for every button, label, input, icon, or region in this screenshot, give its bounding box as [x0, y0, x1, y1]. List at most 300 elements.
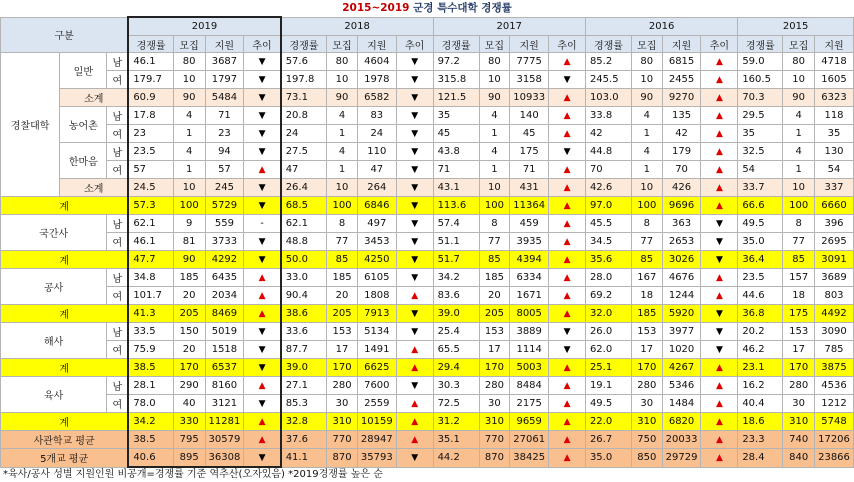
rate-cell: 57.3 [128, 197, 173, 215]
apply-cell: 175 [510, 143, 549, 161]
trend-cell [244, 89, 281, 107]
apply-cell: 431 [510, 179, 549, 197]
trend-up-icon: ▲ [411, 291, 419, 301]
trend-cell [396, 287, 433, 305]
quota-cell: 870 [479, 449, 510, 468]
rate-cell: 38.6 [281, 305, 327, 323]
rate-cell: 24.5 [128, 179, 173, 197]
header-col-apply: 지원 [205, 36, 244, 53]
rate-cell: 47.7 [128, 251, 173, 269]
quota-cell: 840 [783, 449, 815, 468]
trend-cell [549, 143, 586, 161]
trend-cell [244, 251, 281, 269]
rate-cell: 19.1 [585, 377, 631, 395]
rate-cell: 179.7 [128, 71, 173, 89]
group-label: 국간사 [1, 215, 107, 251]
trend-cell [396, 449, 433, 468]
gender-label: 여 [107, 125, 128, 143]
quota-cell: 310 [479, 413, 510, 431]
rate-cell: 18.6 [738, 413, 783, 431]
trend-cell [549, 89, 586, 107]
apply-cell: 9270 [662, 89, 701, 107]
quota-cell: 100 [783, 197, 815, 215]
trend-up-icon: ▲ [563, 399, 571, 409]
apply-cell: 2559 [357, 395, 396, 413]
apply-cell: 6582 [357, 89, 396, 107]
trend-cell [549, 323, 586, 341]
rate-cell: 41.3 [128, 305, 173, 323]
subtotal-label: 소계 [60, 89, 129, 107]
apply-cell: 179 [662, 143, 701, 161]
total-label: 계 [1, 197, 129, 215]
quota-cell: 90 [783, 89, 815, 107]
rate-cell: 68.5 [281, 197, 327, 215]
apply-cell: 110 [357, 143, 396, 161]
rate-cell: 85.3 [281, 395, 327, 413]
trend-cell [244, 53, 281, 71]
apply-cell: 1484 [662, 395, 701, 413]
rate-cell: 26.0 [585, 323, 631, 341]
trend-cell [549, 107, 586, 125]
trend-cell [701, 143, 738, 161]
apply-cell: 5920 [662, 305, 701, 323]
rate-cell: 245.5 [585, 71, 631, 89]
trend-down-icon: ▼ [563, 75, 571, 85]
apply-cell: 6660 [815, 197, 854, 215]
rate-cell: 51.7 [433, 251, 479, 269]
rate-cell: 83.6 [433, 287, 479, 305]
rate-cell: 28.0 [585, 269, 631, 287]
quota-cell: 77 [631, 233, 662, 251]
rate-cell: 35 [433, 107, 479, 125]
apply-cell: 1244 [662, 287, 701, 305]
apply-cell: 38425 [510, 449, 549, 468]
trend-cell [396, 53, 433, 71]
rate-cell: 39.0 [281, 359, 327, 377]
apply-cell: 7913 [357, 305, 396, 323]
quota-cell: 4 [631, 107, 662, 125]
apply-cell: 559 [205, 215, 244, 233]
trend-cell [549, 233, 586, 251]
table-row [1, 233, 854, 251]
apply-cell: 7600 [357, 377, 396, 395]
header-col-apply: 지원 [510, 36, 549, 53]
trend-cell [701, 377, 738, 395]
quota-cell: 30 [327, 395, 358, 413]
quota-cell: 4 [783, 107, 815, 125]
rate-cell: 47 [281, 161, 327, 179]
quota-cell: 10 [631, 71, 662, 89]
trend-cell [549, 125, 586, 143]
quota-cell: 185 [479, 269, 510, 287]
trend-cell [549, 251, 586, 269]
trend-up-icon: ▲ [715, 183, 723, 193]
rate-cell: 23.5 [738, 269, 783, 287]
rate-cell: 23.1 [738, 359, 783, 377]
quota-cell: 20 [173, 341, 205, 359]
trend-cell [396, 215, 433, 233]
trend-down-icon: ▼ [411, 165, 419, 175]
trend-cell [244, 233, 281, 251]
trend-down-icon: ▼ [258, 183, 266, 193]
trend-down-icon: ▼ [563, 147, 571, 157]
trend-cell [244, 305, 281, 323]
rate-cell: 101.7 [128, 287, 173, 305]
apply-cell: 70 [662, 161, 701, 179]
rate-cell: 38.5 [128, 359, 173, 377]
trend-up-icon: ▲ [258, 165, 266, 175]
trend-down-icon: ▼ [411, 129, 419, 139]
trend-cell [549, 341, 586, 359]
apply-cell: 54 [815, 161, 854, 179]
gye-row [1, 305, 854, 323]
trend-up-icon: ▲ [258, 273, 266, 283]
rate-cell: 34.2 [433, 269, 479, 287]
quota-cell: 20 [479, 287, 510, 305]
trend-up-icon: ▲ [411, 363, 419, 373]
gender-label: 남 [107, 215, 128, 233]
quota-cell: 18 [783, 287, 815, 305]
rate-cell: 54 [738, 161, 783, 179]
footnote: *육사/공사 성별 지원인원 비공개=경쟁률 기준 역추산(오자있음) *2019경쟁률 높은 순 [3, 469, 383, 480]
rate-cell: 46.2 [738, 341, 783, 359]
apply-cell: 8160 [205, 377, 244, 395]
rate-cell: 315.8 [433, 71, 479, 89]
trend-cell [396, 179, 433, 197]
table-row [1, 143, 854, 161]
header-year-2017: 2017 [433, 17, 585, 36]
header-year-2015: 2015 [738, 17, 854, 36]
apply-cell: 4718 [815, 53, 854, 71]
apply-cell: 28947 [357, 431, 396, 449]
trend-cell [244, 179, 281, 197]
header-row-years [1, 17, 854, 36]
quota-cell: 1 [631, 161, 662, 179]
apply-cell: 2695 [815, 233, 854, 251]
header-col-rate: 경쟁률 [128, 36, 173, 53]
rate-cell: 37.6 [281, 431, 327, 449]
apply-cell: 803 [815, 287, 854, 305]
quota-cell: 85 [327, 251, 358, 269]
apply-cell: 459 [510, 215, 549, 233]
trend-up-icon: ▲ [563, 219, 571, 229]
apply-cell: 36308 [205, 449, 244, 468]
quota-cell: 1 [783, 125, 815, 143]
apply-cell: 47 [357, 161, 396, 179]
rate-cell: 41.1 [281, 449, 327, 468]
rate-cell: 28.4 [738, 449, 783, 468]
rate-cell: 90.4 [281, 287, 327, 305]
quota-cell: 4 [327, 143, 358, 161]
gender-label: 남 [107, 107, 128, 125]
trend-down-icon: ▼ [411, 309, 419, 319]
rate-cell: 33.6 [281, 323, 327, 341]
gender-label: 여 [107, 71, 128, 89]
header-col-trend: 추이 [244, 36, 281, 53]
trend-cell [701, 161, 738, 179]
apply-cell: 71 [205, 107, 244, 125]
gender-label: 남 [107, 143, 128, 161]
quota-cell: 170 [783, 359, 815, 377]
quota-cell: 10 [783, 179, 815, 197]
quota-cell: 280 [479, 377, 510, 395]
rate-cell: 23 [128, 125, 173, 143]
apply-cell: 4267 [662, 359, 701, 377]
apply-cell: 363 [662, 215, 701, 233]
rate-cell: 49.5 [738, 215, 783, 233]
apply-cell: 3935 [510, 233, 549, 251]
trend-cell [549, 305, 586, 323]
gye-row [1, 251, 854, 269]
apply-cell: 1978 [357, 71, 396, 89]
header-year-2016: 2016 [585, 17, 737, 36]
rate-cell: 160.5 [738, 71, 783, 89]
gender-label: 여 [107, 395, 128, 413]
trend-cell [244, 377, 281, 395]
apply-cell: 29729 [662, 449, 701, 468]
trend-cell [244, 431, 281, 449]
quota-cell: 185 [631, 305, 662, 323]
trend-down-icon: ▼ [715, 219, 723, 229]
rate-cell: 33.8 [585, 107, 631, 125]
trend-up-icon: ▲ [715, 381, 723, 391]
apply-cell: 45 [510, 125, 549, 143]
quota-cell: 1 [327, 161, 358, 179]
apply-cell: 8484 [510, 377, 549, 395]
apply-cell: 6537 [205, 359, 244, 377]
gender-label: 여 [107, 287, 128, 305]
trend-up-icon: ▲ [715, 165, 723, 175]
rate-cell: 27.1 [281, 377, 327, 395]
table-row [1, 107, 854, 125]
trend-cell [396, 197, 433, 215]
rate-cell: 57.4 [433, 215, 479, 233]
rate-cell: 97.0 [585, 197, 631, 215]
trend-cell [701, 269, 738, 287]
apply-cell: 130 [815, 143, 854, 161]
rate-cell: 34.5 [585, 233, 631, 251]
quota-cell: 153 [479, 323, 510, 341]
quota-cell: 90 [631, 89, 662, 107]
rate-cell: 43.1 [433, 179, 479, 197]
trend-cell [549, 449, 586, 468]
trend-cell [701, 251, 738, 269]
rate-cell: 75.9 [128, 341, 173, 359]
sub-row [1, 89, 854, 107]
quota-cell: 30 [783, 395, 815, 413]
quota-cell: 153 [631, 323, 662, 341]
quota-cell: 80 [783, 53, 815, 71]
rate-cell: 35.0 [738, 233, 783, 251]
quota-cell: 870 [327, 449, 358, 468]
rate-cell: 62.0 [585, 341, 631, 359]
subgroup-label: 농어촌 [60, 107, 107, 143]
apply-cell: 3158 [510, 71, 549, 89]
apply-cell: 24 [357, 125, 396, 143]
trend-down-icon: ▼ [411, 327, 419, 337]
quota-cell: 4 [631, 143, 662, 161]
quota-cell: 8 [631, 215, 662, 233]
rate-cell: 38.5 [128, 431, 173, 449]
quota-cell: 310 [631, 413, 662, 431]
apply-cell: 6105 [357, 269, 396, 287]
trend-down-icon: ▼ [411, 147, 419, 157]
rate-cell: 60.9 [128, 89, 173, 107]
trend-down-icon: ▼ [258, 453, 266, 463]
rate-cell: 87.7 [281, 341, 327, 359]
apply-cell: 1671 [510, 287, 549, 305]
header-col-quota: 모집 [631, 36, 662, 53]
quota-cell: 185 [327, 269, 358, 287]
trend-up-icon: ▲ [563, 237, 571, 247]
quota-cell: 770 [327, 431, 358, 449]
avg-row [1, 431, 854, 449]
rate-cell: 22.0 [585, 413, 631, 431]
quota-cell: 1 [631, 125, 662, 143]
quota-cell: 17 [631, 341, 662, 359]
trend-up-icon: ▲ [411, 345, 419, 355]
quota-cell: 90 [173, 251, 205, 269]
quota-cell: 10 [479, 179, 510, 197]
apply-cell: 3687 [205, 53, 244, 71]
rate-cell: 33.5 [128, 323, 173, 341]
trend-cell [396, 431, 433, 449]
trend-down-icon: ▼ [411, 201, 419, 211]
quota-cell: 280 [327, 377, 358, 395]
trend-cell [396, 71, 433, 89]
header-col-trend: 추이 [549, 36, 586, 53]
apply-cell: 4536 [815, 377, 854, 395]
trend-cell [549, 395, 586, 413]
rate-cell: 42 [585, 125, 631, 143]
trend-cell [549, 413, 586, 431]
trend-up-icon: ▲ [715, 129, 723, 139]
header-col-rate: 경쟁률 [738, 36, 783, 53]
apply-cell: 3453 [357, 233, 396, 251]
quota-cell: 175 [783, 305, 815, 323]
rate-cell: 39.0 [433, 305, 479, 323]
header-col-quota: 모집 [173, 36, 205, 53]
apply-cell: 2034 [205, 287, 244, 305]
rate-cell: 69.2 [585, 287, 631, 305]
quota-cell: 77 [479, 233, 510, 251]
trend-cell [244, 413, 281, 431]
trend-down-icon: ▼ [563, 327, 571, 337]
quota-cell: 153 [783, 323, 815, 341]
trend-cell [701, 197, 738, 215]
trend-cell [244, 197, 281, 215]
header-col-rate: 경쟁률 [281, 36, 327, 53]
rate-cell: 72.5 [433, 395, 479, 413]
total-label: 계 [1, 413, 129, 431]
quota-cell: 310 [327, 413, 358, 431]
table-row [1, 71, 854, 89]
apply-cell: 4604 [357, 53, 396, 71]
apply-cell: 10159 [357, 413, 396, 431]
apply-cell: 83 [357, 107, 396, 125]
apply-cell: 17206 [815, 431, 854, 449]
rate-cell: 23.3 [738, 431, 783, 449]
quota-cell: 895 [173, 449, 205, 468]
group-label: 해사 [1, 323, 107, 359]
apply-cell: 1797 [205, 71, 244, 89]
quota-cell: 10 [173, 71, 205, 89]
trend-cell [701, 53, 738, 71]
quota-cell: 205 [479, 305, 510, 323]
header-col-quota: 모집 [783, 36, 815, 53]
apply-cell: 3026 [662, 251, 701, 269]
trend-cell [244, 107, 281, 125]
quota-cell: 850 [631, 449, 662, 468]
trend-down-icon: ▼ [411, 219, 419, 229]
header-category: 구분 [1, 17, 129, 53]
rate-cell: 26.7 [585, 431, 631, 449]
rate-cell: 44.8 [585, 143, 631, 161]
rate-cell: 34.2 [128, 413, 173, 431]
apply-cell: 426 [662, 179, 701, 197]
trend-up-icon: ▲ [715, 291, 723, 301]
title-text: 군경 특수대학 경쟁률 [413, 2, 512, 14]
subtotal-label: 소계 [60, 179, 129, 197]
quota-cell: 310 [783, 413, 815, 431]
trend-down-icon: ▼ [258, 345, 266, 355]
rate-cell: 42.6 [585, 179, 631, 197]
total-label: 계 [1, 251, 129, 269]
rate-cell: 20.8 [281, 107, 327, 125]
apply-cell: 27061 [510, 431, 549, 449]
rate-cell: 197.8 [281, 71, 327, 89]
table-row [1, 53, 854, 71]
apply-cell: 3889 [510, 323, 549, 341]
trend-down-icon: ▼ [411, 93, 419, 103]
header-col-quota: 모집 [327, 36, 358, 53]
quota-cell: 740 [783, 431, 815, 449]
rate-cell: 50.0 [281, 251, 327, 269]
rate-cell: 51.1 [433, 233, 479, 251]
trend-cell [244, 395, 281, 413]
trend-cell [244, 125, 281, 143]
rate-cell: 40.4 [738, 395, 783, 413]
trend-up-icon: ▲ [258, 381, 266, 391]
trend-down-icon: ▼ [411, 273, 419, 283]
trend-cell [396, 233, 433, 251]
table-row [1, 323, 854, 341]
trend-down-icon: ▼ [258, 363, 266, 373]
trend-up-icon: ▲ [258, 435, 266, 445]
trend-up-icon: ▲ [563, 93, 571, 103]
trend-cell [244, 341, 281, 359]
quota-cell: 80 [631, 53, 662, 71]
trend-cell [396, 413, 433, 431]
quota-cell: 150 [173, 323, 205, 341]
apply-cell: 30579 [205, 431, 244, 449]
gender-label: 여 [107, 161, 128, 179]
gender-label: 여 [107, 233, 128, 251]
trend-up-icon: ▲ [563, 309, 571, 319]
apply-cell: 118 [815, 107, 854, 125]
rate-cell: 40.6 [128, 449, 173, 468]
trend-up-icon: ▲ [563, 363, 571, 373]
apply-cell: 6334 [510, 269, 549, 287]
rate-cell: 45 [433, 125, 479, 143]
quota-cell: 20 [327, 287, 358, 305]
trend-cell [396, 395, 433, 413]
apply-cell: 264 [357, 179, 396, 197]
trend-cell [244, 71, 281, 89]
trend-cell [396, 251, 433, 269]
rate-cell: 45.5 [585, 215, 631, 233]
trend-cell [549, 161, 586, 179]
